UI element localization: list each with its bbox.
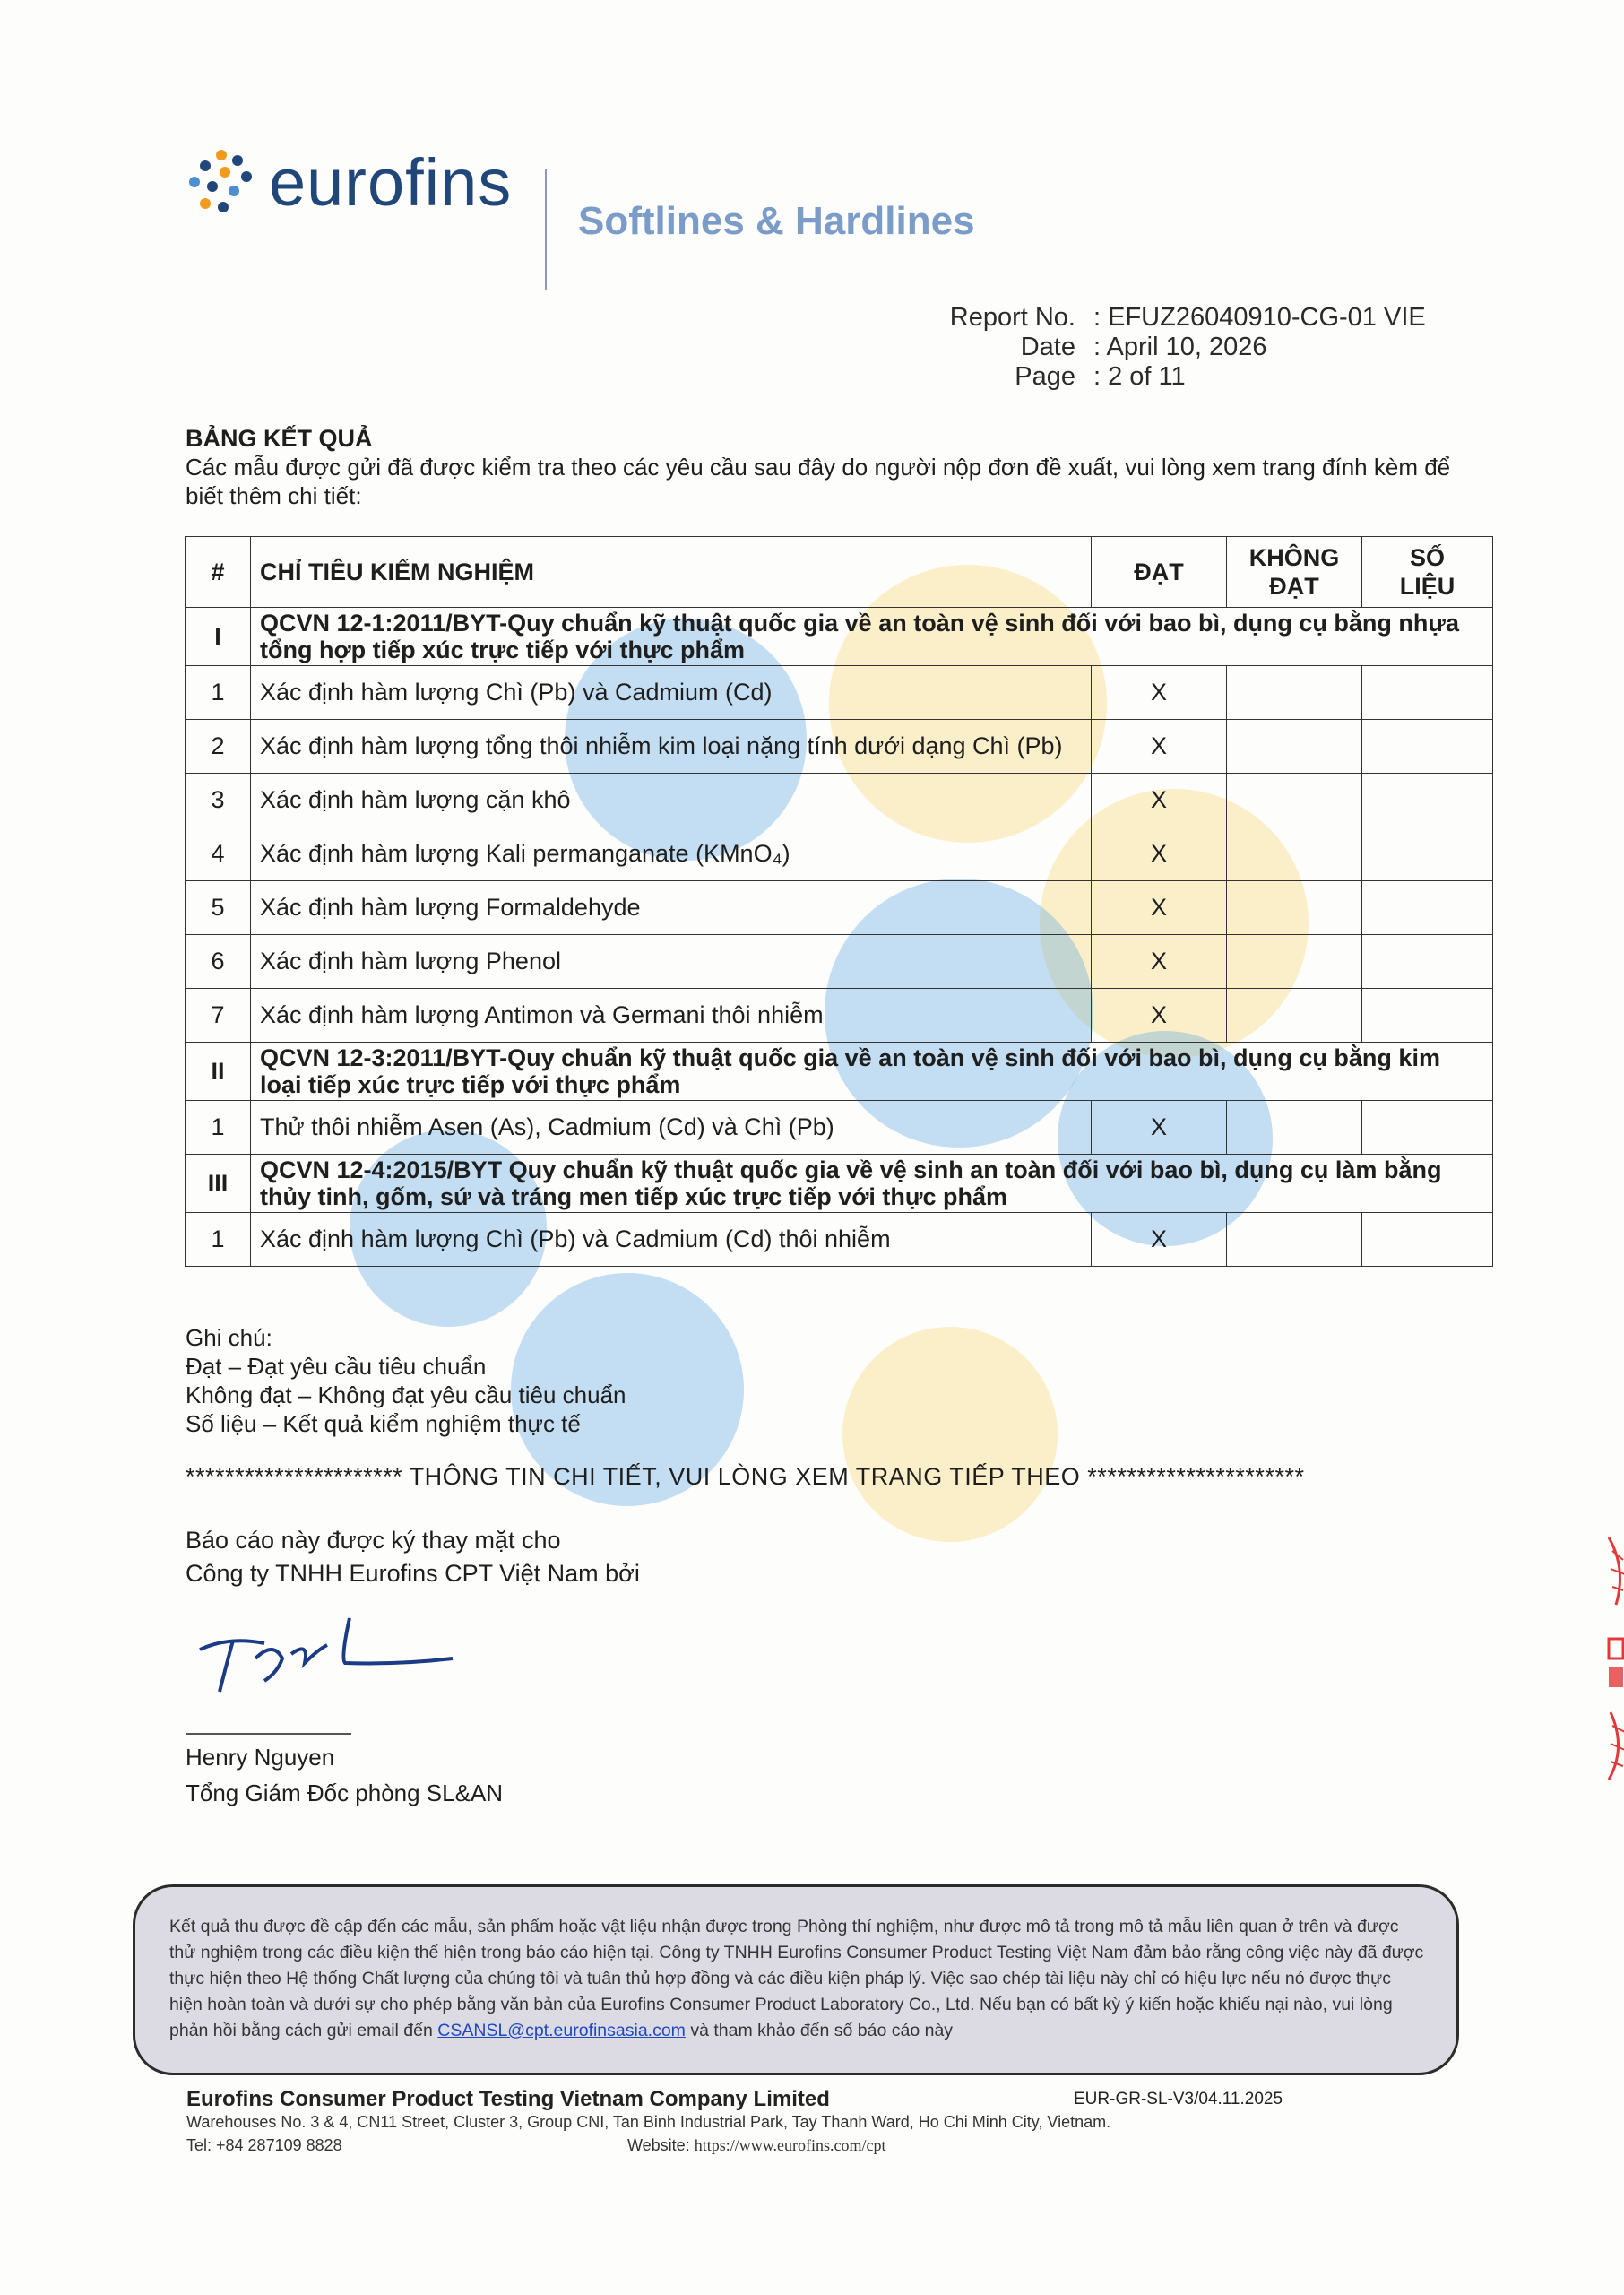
section-roman: I — [186, 608, 251, 666]
item-pass: X — [1092, 666, 1227, 720]
item-pass: X — [1092, 1213, 1227, 1267]
footer-company: Eurofins Consumer Product Testing Vietnam Company Limited — [186, 2087, 830, 2111]
item-fail — [1227, 1213, 1362, 1267]
item-data — [1362, 1101, 1493, 1155]
report-date: : April 10, 2026 — [1093, 333, 1267, 361]
item-fail — [1227, 881, 1362, 935]
table-row — [186, 881, 1493, 935]
signer-title: Tổng Giám Đốc phòng SL&AN — [186, 1780, 504, 1806]
item-number: 5 — [186, 881, 251, 935]
page-number: : 2 of 11 — [1093, 362, 1186, 391]
item-fail — [1227, 989, 1362, 1043]
signoff-line-2: Công ty TNHH Eurofins CPT Việt Nam bởi — [186, 1560, 640, 1587]
table-row — [186, 1213, 1493, 1267]
item-pass: X — [1092, 881, 1227, 935]
item-criteria: Xác định hàm lượng Phenol — [251, 935, 1092, 989]
item-data — [1362, 989, 1493, 1043]
item-fail — [1227, 827, 1362, 881]
results-intro: Các mẫu được gửi đã được kiểm tra theo các yêu cầu sau đây do người nộp đơn đề xuất, vui lòng xem trang đính kèm để biết thêm chi tiết: — [186, 454, 1451, 509]
notes — [186, 1323, 626, 1438]
item-number: 1 — [186, 1101, 251, 1155]
note-fail: Không đạt – Không đạt yêu cầu tiêu chuẩn — [186, 1381, 626, 1408]
item-fail — [1227, 666, 1362, 720]
section-row — [186, 1043, 1493, 1101]
division-name: Softlines & Hardlines — [578, 199, 975, 243]
partial-stamp-icon — [1600, 1533, 1624, 1784]
section-roman: II — [186, 1043, 251, 1101]
results-title: BẢNG KẾT QUẢ — [186, 425, 373, 452]
item-criteria: Thử thôi nhiễm Asen (As), Cadmium (Cd) và Chì (Pb) — [251, 1101, 1092, 1155]
header-criteria: CHỈ TIÊU KIỂM NGHIỆM — [251, 537, 1092, 608]
item-number: 4 — [186, 827, 251, 881]
table-row — [186, 774, 1493, 827]
section-row — [186, 608, 1493, 666]
item-criteria: Xác định hàm lượng cặn khô — [251, 774, 1092, 827]
header-fail: KHÔNG ĐẠT — [1227, 537, 1362, 608]
item-number: 1 — [186, 1213, 251, 1267]
header-pass: ĐẠT — [1092, 537, 1227, 608]
signoff-line-1: Báo cáo này được ký thay mặt cho — [186, 1527, 561, 1554]
footer-phone: Tel: +84 287109 8828 — [186, 2136, 342, 2154]
section-title: QCVN 12-3:2011/BYT-Quy chuẩn kỹ thuật quốc gia về an toàn vệ sinh đối với bao bì, dụng cụ bằng kim loại tiếp xúc trực tiếp với thực phẩm — [251, 1043, 1493, 1101]
disclaimer-tail: và tham khảo đến số báo cáo này — [690, 2021, 954, 2040]
section-roman: III — [186, 1155, 251, 1213]
eurofins-dots-icon — [184, 148, 264, 220]
date-label: Date — [1020, 333, 1075, 361]
item-pass: X — [1092, 827, 1227, 881]
signer-name: Henry Nguyen — [186, 1744, 335, 1771]
section-title: QCVN 12-4:2015/BYT Quy chuẩn kỹ thuật quốc gia về vệ sinh an toàn đối với bao bì, dụng cụ làm bằng thủy tinh, gốm, sứ và tráng men tiếp xúc trực tiếp với thực phẩm — [251, 1155, 1493, 1213]
table-row — [186, 935, 1493, 989]
footer-website: Website: https://www.eurofins.com/cpt — [627, 2136, 886, 2154]
note-pass: Đạt – Đạt yêu cầu tiêu chuẩn — [186, 1353, 487, 1380]
item-criteria: Xác định hàm lượng tổng thôi nhiễm kim loại nặng tính dưới dạng Chì (Pb) — [251, 720, 1092, 774]
results-table — [185, 536, 1493, 1267]
disclaimer-text: Kết quả thu được đề cập đến các mẫu, sản phẩm hoặc vật liệu nhận được trong Phòng thí nghiệm, như được mô tả trong mô tả mẫu liên quan ở trên và được thử nghiệm trong các điều kiện thể hiện trong báo cáo hiện tại. Công ty TNHH Eurofins Consumer Product Testing Việt Nam đảm bảo rằng công việc này đã được thực hiện theo Hệ thống Chất lượng của chúng tôi và tuân thủ hợp đồng và các điều kiện pháp lý. Việc sao chép tài liệu này chỉ có hiệu lực nếu nó được thực hiện hoàn toàn và dưới sự cho phép bằng văn bản của Eurofins Consumer Product Laboratory Co., Ltd. Nếu bạn có bất kỳ ý kiến hoặc khiếu nại nào, vui lòng phản hồi bằng cách gửi email đến — [169, 1917, 1424, 2040]
item-criteria: Xác định hàm lượng Formaldehyde — [251, 881, 1092, 935]
item-data — [1362, 935, 1493, 989]
signature-line — [186, 1733, 351, 1735]
item-pass: X — [1092, 774, 1227, 827]
table-row — [186, 720, 1493, 774]
item-criteria: Xác định hàm lượng Antimon và Germani thôi nhiễm — [251, 989, 1092, 1043]
report-number-label: Report No. — [949, 303, 1075, 332]
item-pass: X — [1092, 935, 1227, 989]
logo-wordmark: eurofins — [269, 145, 513, 220]
footer-form-code: EUR-GR-SL-V3/04.11.2025 — [1074, 2090, 1283, 2109]
header-data: SỐ LIỆU — [1362, 537, 1493, 608]
item-data — [1362, 774, 1493, 827]
table-row — [186, 1101, 1493, 1155]
item-pass: X — [1092, 1101, 1227, 1155]
table-row — [186, 989, 1493, 1043]
signer — [186, 1739, 503, 1811]
item-data — [1362, 1213, 1493, 1267]
item-number: 6 — [186, 935, 251, 989]
item-criteria: Xác định hàm lượng Chì (Pb) và Cadmium (Cd) thôi nhiễm — [251, 1213, 1092, 1267]
section-title: QCVN 12-1:2011/BYT-Quy chuẩn kỹ thuật quốc gia về an toàn vệ sinh đối với bao bì, dụng cụ bằng nhựa tổng hợp tiếp xúc trực tiếp với thực phẩm — [251, 608, 1493, 666]
item-fail — [1227, 1101, 1362, 1155]
item-criteria: Xác định hàm lượng Chì (Pb) và Cadmium (Cd) — [251, 666, 1092, 720]
note-data: Số liệu – Kết quả kiểm nghiệm thực tế — [186, 1410, 581, 1437]
disclaimer-box — [133, 1884, 1459, 2075]
item-number: 3 — [186, 774, 251, 827]
item-number: 1 — [186, 666, 251, 720]
item-pass: X — [1092, 989, 1227, 1043]
notes-title: Ghi chú: — [186, 1324, 272, 1351]
contact-email-link[interactable]: CSANSL@cpt.eurofinsasia.com — [437, 2021, 686, 2040]
item-fail — [1227, 720, 1362, 774]
table-row — [186, 666, 1493, 720]
item-data — [1362, 720, 1493, 774]
page-label: Page — [1015, 362, 1075, 391]
header-num: # — [186, 537, 251, 608]
eurofins-logo — [184, 145, 560, 229]
section-row — [186, 1155, 1493, 1213]
item-number: 7 — [186, 989, 251, 1043]
item-fail — [1227, 935, 1362, 989]
detail-continuation-line: ********************** THÔNG TIN CHI TIẾT, VUI LÒNG XEM TRANG TIẾP THEO ********************** — [186, 1463, 1305, 1490]
table-row — [186, 827, 1493, 881]
report-meta — [896, 303, 1426, 392]
report-number: : EFUZ26040910-CG-01 VIE — [1093, 303, 1426, 332]
item-data — [1362, 666, 1493, 720]
signature — [193, 1609, 462, 1708]
signoff-text — [186, 1524, 640, 1590]
footer-address: Warehouses No. 3 & 4, CN11 Street, Cluster 3, Group CNI, Tan Binh Industrial Park, Tay Thanh Ward, Ho Chi Minh City, Vietnam. — [186, 2113, 1111, 2131]
table-header-row — [186, 537, 1493, 608]
website-link[interactable]: https://www.eurofins.com/cpt — [694, 2136, 886, 2154]
header-divider — [545, 169, 547, 290]
item-criteria: Xác định hàm lượng Kali permanganate (KMnO₄) — [251, 827, 1092, 881]
item-fail — [1227, 774, 1362, 827]
item-data — [1362, 827, 1493, 881]
item-data — [1362, 881, 1493, 935]
item-number: 2 — [186, 720, 251, 774]
item-pass: X — [1092, 720, 1227, 774]
